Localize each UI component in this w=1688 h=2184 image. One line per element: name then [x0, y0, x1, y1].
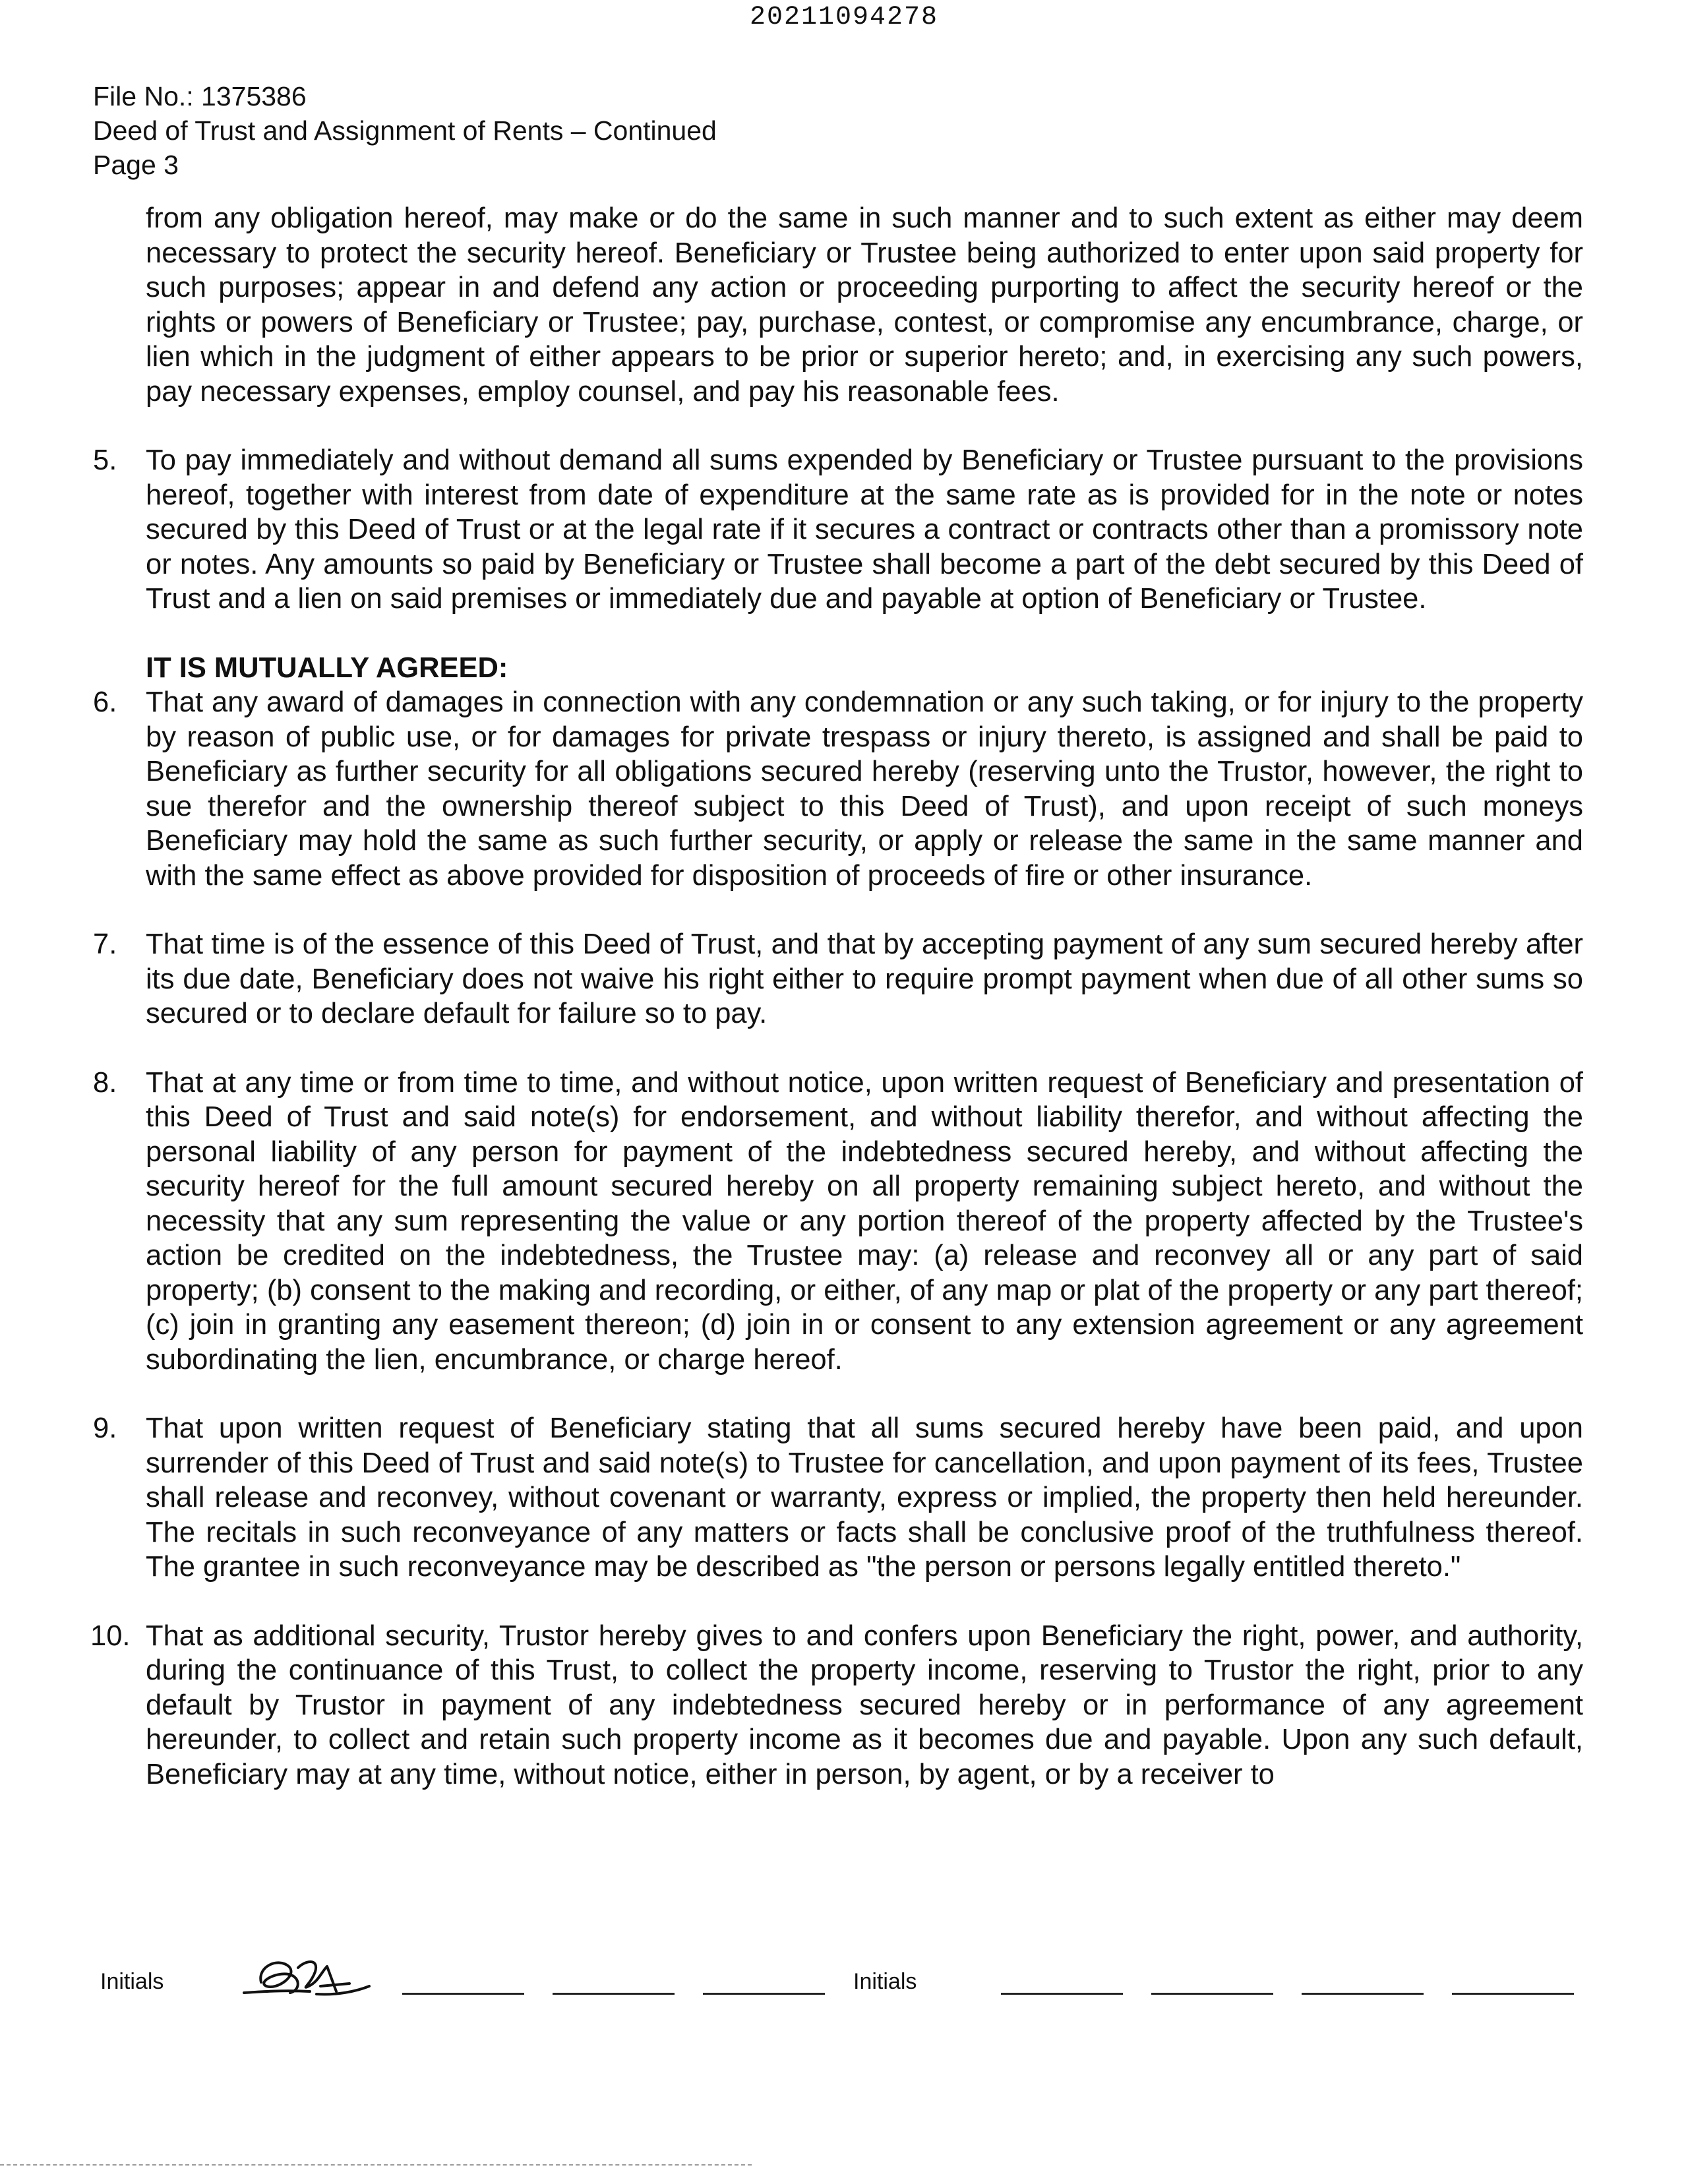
clause-8 [93, 1066, 1583, 1378]
clause-number: 8. [93, 1066, 117, 1099]
page-header [93, 79, 717, 182]
document-body [90, 201, 1583, 1826]
clause-10 [90, 1619, 1583, 1792]
initials-blank [1302, 1993, 1424, 1995]
file-number: File No.: 1375386 [93, 81, 307, 111]
clause-text: To pay immediately and without demand all sums expended by Beneficiary or Trustee pursuant to the provisions hereof, together with interest from date of expenditure at the same rate as is provided for in the note or notes secured by this Deed of Trust or at the legal rate if it secures a contract or contracts other than a promissory note or notes. Any amounts so paid by Beneficiary or Trustee shall become a part of the debt secured by this Deed of Trust and a lien on said premises or immediately due and payable at option of Beneficiary or Trustee. [146, 444, 1583, 615]
clause-7 [93, 927, 1583, 1031]
clause-text: That as additional security, Trustor hereby gives to and confers upon Beneficiary the right, power, and authority, during the continuance of this Trust, to collect the property income, reserving to Trustor the right, prior to any default by Trustor in payment of any indebtedness secured hereby or in performance of any agreement hereunder, to collect and retain such property income as it becomes due and payable. Upon any such default, Beneficiary may at any time, without notice, either in person, by agent, or by a receiver to [146, 1620, 1583, 1790]
initials-blank [1452, 1993, 1574, 1995]
clause-number: 5. [93, 444, 117, 476]
initials-label-left: Initials [100, 1969, 164, 1994]
recording-number: 20211094278 [749, 3, 939, 32]
intro-paragraph: from any obligation hereof, may make or do the same in such manner and to such extent as either may deem necessary to protect the security hereof. Beneficiary or Trustee being authorized to enter upon said property for such purposes; appear in and defend any action or proceeding purporting to affect the security hereof or the rights or powers of Beneficiary or Trustee; pay, purchase, contest, or compromise any encumbrance, charge, or lien which in the judgment of either appears to be prior or superior hereto; and, in exercising any such powers, pay necessary expenses, employ counsel, and pay his reasonable fees. [146, 202, 1583, 408]
clause-6 [93, 685, 1583, 893]
clause-number: 9. [93, 1412, 117, 1444]
document-title: Deed of Trust and Assignment of Rents – Continued [93, 115, 717, 146]
section-heading: IT IS MUTUALLY AGREED: [146, 652, 508, 684]
clause-number: 7. [93, 928, 117, 960]
clause-number: 6. [93, 686, 117, 718]
signature-initials-icon [237, 1952, 382, 2005]
initials-blank [553, 1993, 675, 1995]
initials-label-right: Initials [853, 1969, 917, 1994]
initials-row [0, 1952, 1688, 2005]
initials-blank [703, 1993, 825, 1995]
initials-blank [1151, 1993, 1273, 1995]
clause-text: That time is of the essence of this Deed of Trust, and that by accepting payment of any sum secured hereby after its due date, Beneficiary does not waive his right either to require prompt payment when due of all other sums so secured or to declare default for failure so to pay. [146, 928, 1583, 1029]
page-number: Page 3 [93, 150, 179, 180]
initials-blank [402, 1993, 524, 1995]
initials-blank [1001, 1993, 1123, 1995]
scan-edge-rule [0, 2164, 752, 2166]
clause-text: That upon written request of Beneficiary stating that all sums secured hereby have been paid, and upon surrender of this Deed of Trust and said note(s) to Trustee for cancellation, and upon payment of its fees, Trustee shall release and reconvey, without covenant or warranty, express or implied, the property then held hereunder. The recitals in such reconveyance of any matters or facts shall be conclusive proof of the truthfulness thereof. The grantee in such reconveyance may be described as "the person or persons legally entitled thereto." [146, 1412, 1583, 1583]
clause-9 [93, 1411, 1583, 1585]
clause-number: 10. [90, 1620, 131, 1652]
clause-text: That any award of damages in connection with any condemnation or any such taking, or for injury to the property by reason of public use, or for damages for private trespass or injury thereto, is assigned and shall be paid to Beneficiary as further security for all obligations secured hereby (reserving unto the Trustor, however, the right to sue therefor and the ownership thereof subject to this Deed of Trust), and upon receipt of such moneys Beneficiary may hold the same as such further security, or apply or release the same in the same manner and with the same effect as above provided for disposition of proceeds of fire or other insurance. [146, 686, 1583, 892]
clause-text: That at any time or from time to time, and without notice, upon written request of Beneficiary and presentation of this Deed of Trust and said note(s) for endorsement, and without liability therefor, and without affecting the personal liability of any person for payment of the indebtedness secured hereby, and without affecting the security hereof for the full amount secured hereby on all property remaining subject hereto, and without the necessity that any sum representing the value or any portion thereof of the property affected by the Trustee's action be credited on the indebtedness, the Trustee may: (a) release and reconvey all or any part of said property; (b) consent to the making and recording, or either, of any map or plat of the property or any part thereof; (c) join in granting any easement thereon; (d) join in or consent to any extension agreement or any agreement subordinating the lien, encumbrance, or charge hereof. [146, 1066, 1583, 1376]
clause-5 [93, 443, 1583, 617]
